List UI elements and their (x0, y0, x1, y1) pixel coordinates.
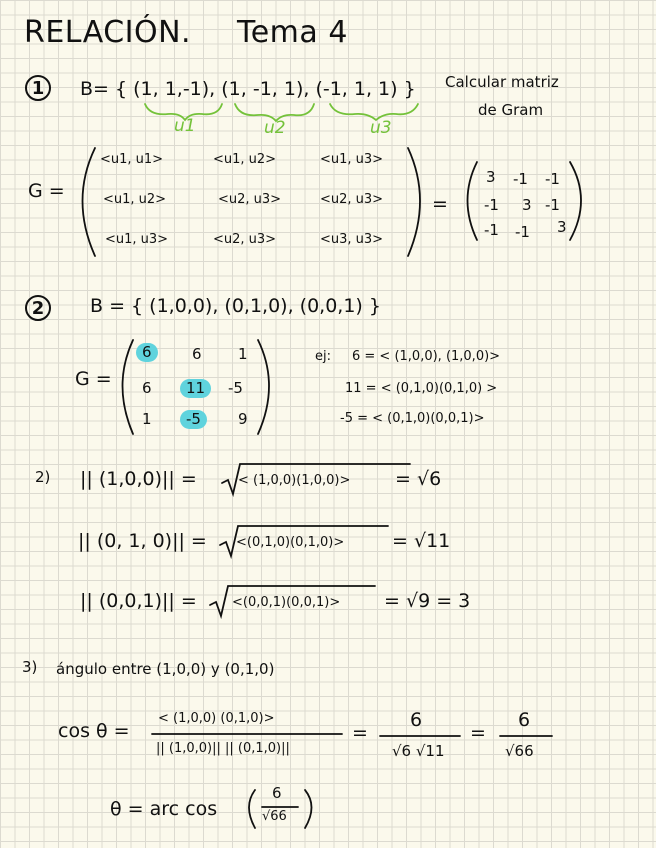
cos-label: cos θ = (58, 720, 130, 742)
theta-label: θ = arc cos (110, 798, 218, 820)
ex2-example: 11 = < (0,1,0)(0,1,0) > (345, 381, 498, 396)
frac2-numerator: 6 (410, 709, 423, 731)
frac3-numerator: 6 (518, 709, 531, 731)
ex1-note-line1: Calcular matriz (445, 73, 559, 91)
exercise-1-number: 1 (25, 75, 51, 101)
ex2-example: 6 = < (1,0,0), (1,0,0)> (352, 349, 501, 364)
matrix-cell: -5 (228, 379, 243, 397)
ex3-heading: ángulo entre (1,0,0) y (0,1,0) (56, 660, 275, 678)
gram-cell: <u1, u2> (103, 192, 167, 207)
ex2-basis: B = { (1,0,0), (0,1,0), (0,0,1) } (90, 295, 381, 317)
matrix-cell: 1 (238, 345, 248, 363)
matrix-cell-highlight: -5 (180, 410, 207, 429)
gram-cell: <u1, u3> (105, 232, 169, 247)
label-u3: u3 (370, 118, 392, 138)
gram-cell: <u2, u3> (213, 232, 277, 247)
norm-inner: <(0,0,1)(0,0,1)> (232, 595, 341, 610)
result-cell: -1 (513, 170, 528, 188)
norm-inner: < (1,0,0)(1,0,0)> (238, 473, 351, 488)
underbrace-icon (145, 104, 418, 121)
matrix-cell: 1 (142, 410, 152, 428)
result-cell: -1 (484, 196, 499, 214)
ex2-example: -5 = < (0,1,0)(0,0,1)> (340, 411, 485, 426)
norm-lhs: || (0, 1, 0)|| = (78, 530, 207, 552)
frac3-denominator: √66 (505, 742, 534, 760)
theta-numerator: 6 (272, 784, 282, 802)
matrix-cell: 6 (142, 379, 152, 397)
ex3-number: 3) (22, 658, 38, 676)
result-cell: 3 (557, 218, 567, 236)
ex1-equals: = (432, 193, 448, 215)
ex1-note-line2: de Gram (478, 101, 544, 119)
norm-rhs: = √6 (395, 468, 442, 490)
title-word: RELACIÓN. (24, 15, 192, 50)
gram-cell: <u1, u3> (320, 152, 384, 167)
matrix-cell-highlight: 11 (180, 379, 211, 398)
result-cell: -1 (545, 196, 560, 214)
frac-equals: = (352, 722, 368, 744)
result-cell: 3 (522, 196, 532, 214)
frac1-numerator: < (1,0,0) (0,1,0)> (158, 711, 275, 726)
norm-rhs: = √11 (392, 530, 451, 552)
gram-cell: <u1, u2> (213, 152, 277, 167)
ex2-ej-label: ej: (315, 349, 331, 364)
label-u2: u2 (264, 118, 286, 138)
label-u1: u1 (174, 116, 196, 136)
exercise-2-number: 2 (25, 295, 51, 321)
theta-denominator: √66 (262, 809, 287, 824)
gram-cell: <u2, u3> (218, 192, 282, 207)
result-cell: 3 (486, 168, 496, 186)
result-cell: -1 (515, 223, 530, 241)
norm-rhs: = √9 = 3 (384, 590, 471, 612)
norm-inner: <(0,1,0)(0,1,0)> (236, 535, 345, 550)
frac-equals: = (470, 722, 486, 744)
gram-cell: <u3, u3> (320, 232, 384, 247)
matrix-cell: 6 (192, 345, 202, 363)
result-cell: -1 (484, 221, 499, 239)
gram-cell: <u1, u1> (100, 152, 164, 167)
norm-lhs: || (0,0,1)|| = (80, 590, 197, 612)
ex1-g-label: G = (28, 180, 65, 202)
gram-cell: <u2, u3> (320, 192, 384, 207)
result-cell: -1 (545, 170, 560, 188)
title-tema: Tema 4 (237, 15, 348, 50)
matrix-cell: 9 (238, 410, 248, 428)
frac2-denominator: √6 √11 (392, 742, 445, 760)
ex2b-number: 2) (35, 468, 51, 486)
ex2-g-label: G = (75, 368, 112, 390)
frac1-denominator: || (1,0,0)|| || (0,1,0)|| (156, 741, 290, 756)
norm-lhs: || (1,0,0)|| = (80, 468, 197, 490)
ex1-basis: B= { (1, 1,-1), (1, -1, 1), (-1, 1, 1) } (80, 78, 416, 100)
matrix-cell-highlight: 6 (136, 343, 158, 362)
